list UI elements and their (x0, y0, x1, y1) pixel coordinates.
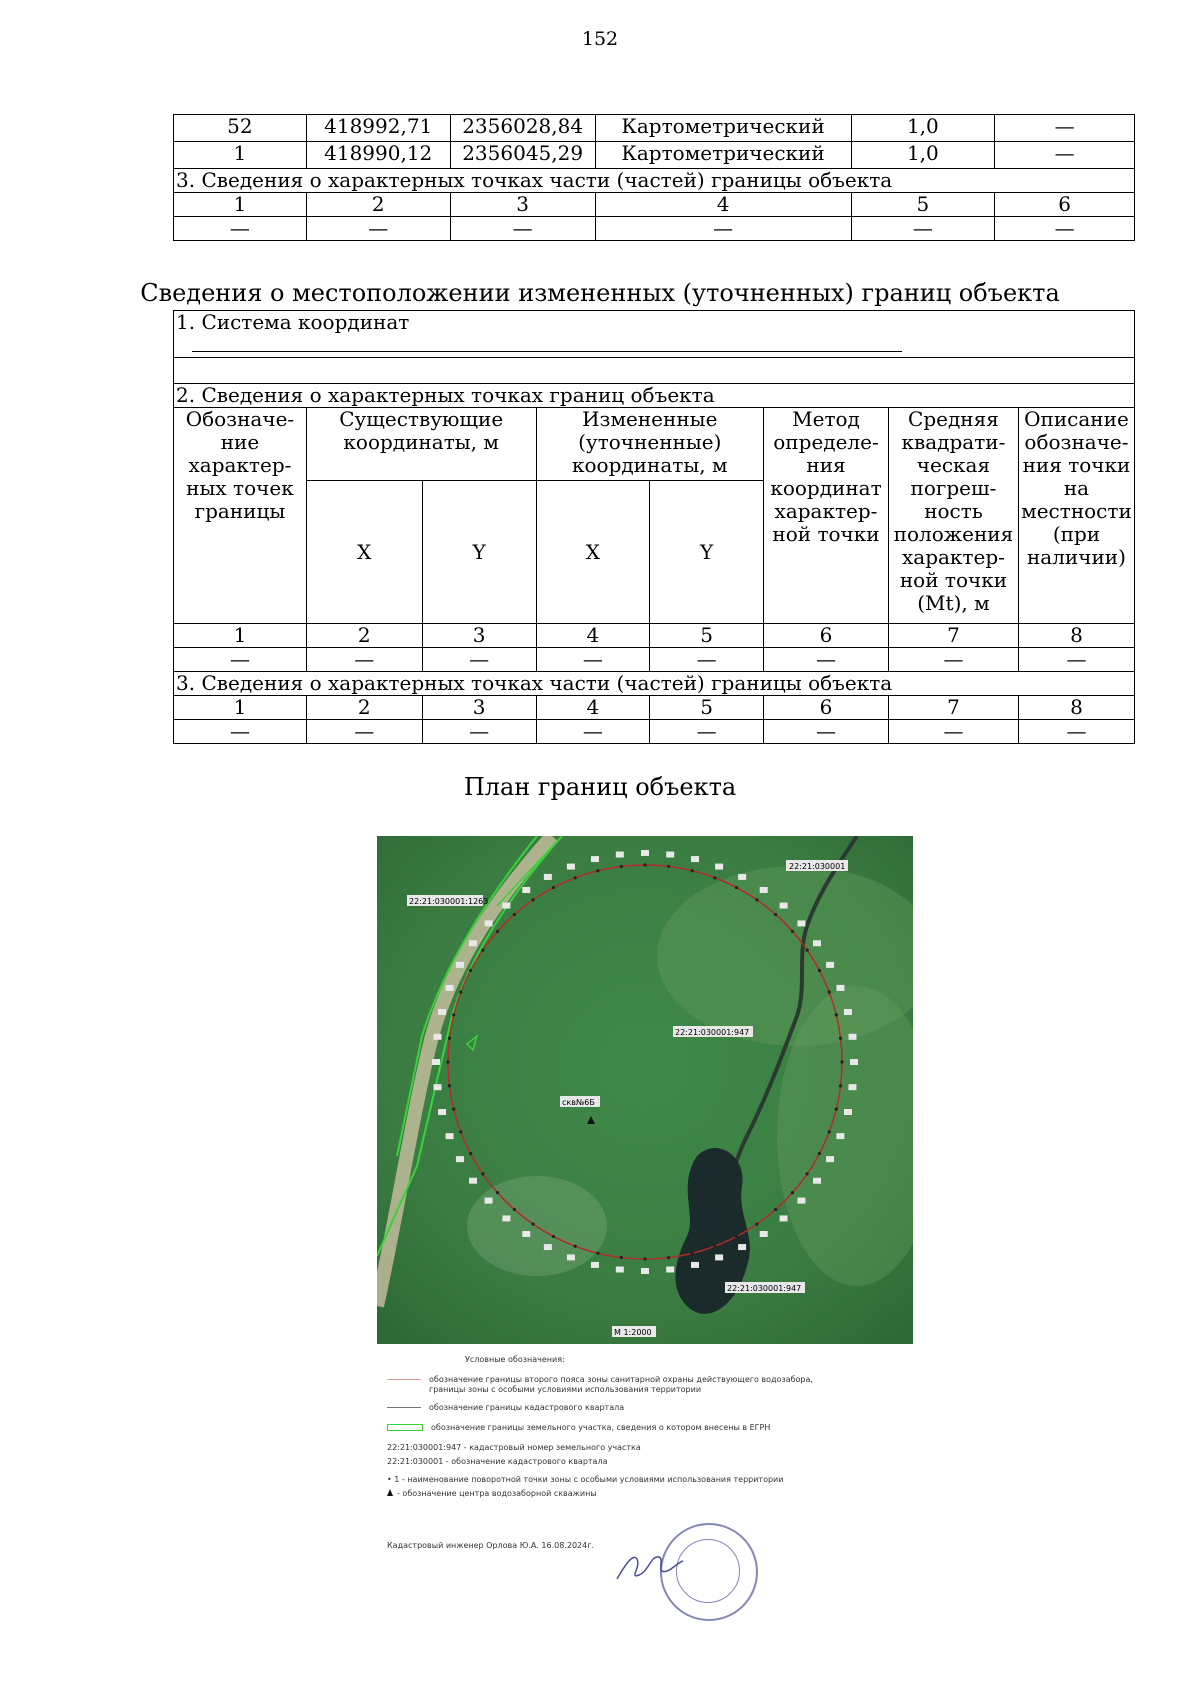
cell: — (174, 720, 307, 744)
turning-point (828, 1130, 831, 1133)
map-svg (377, 836, 913, 1344)
turning-point (713, 876, 716, 879)
column-number-row (174, 193, 1135, 217)
turning-point-label-box (485, 1198, 493, 1204)
turning-point (574, 876, 577, 879)
turning-point-label-box (438, 1009, 446, 1015)
turning-point (448, 1084, 451, 1087)
turning-point-label-box (502, 1215, 510, 1221)
turning-point (643, 863, 646, 866)
section-title-row (174, 169, 1135, 193)
cell: 3 (422, 696, 536, 720)
cell: — (536, 720, 650, 744)
turning-point-label-box (432, 1059, 440, 1065)
cell: 3 (422, 624, 536, 648)
coordinates-table-continued (173, 114, 1135, 241)
turning-point-label-box (616, 1266, 624, 1272)
cell: 6 (995, 193, 1135, 217)
cell: — (995, 115, 1135, 142)
turning-point-label-box (469, 1178, 477, 1184)
turning-point-label-box (760, 887, 768, 893)
well-center-icon (387, 1489, 393, 1496)
section-3-title: 3. Сведения о характерных точках части (частей) границы объекта (174, 672, 1135, 696)
turning-point-label-box (434, 1084, 442, 1090)
turning-point-label-box (456, 1156, 464, 1162)
turning-point (446, 1060, 449, 1063)
column-number-row (174, 696, 1135, 720)
coord-system-blank-line (192, 337, 902, 352)
legend-item (387, 1375, 813, 1384)
cell: — (650, 720, 764, 744)
blank-row (174, 358, 1135, 384)
cell: Картометрический (595, 142, 851, 169)
turning-point (531, 1223, 534, 1226)
turning-point (791, 1191, 794, 1194)
cell: 418990,12 (306, 142, 450, 169)
cell: — (174, 217, 307, 241)
header-point-designation: Обозначе- ние характер- ных точек границы (174, 408, 307, 624)
cell: 6 (764, 624, 889, 648)
turning-point (735, 886, 738, 889)
coord-system-label: 1. Система координат (176, 310, 410, 334)
turning-point (496, 930, 499, 933)
turning-point-label-box (813, 940, 821, 946)
turning-point-label-box (738, 874, 746, 880)
legend-text: границы зоны с особыми условиями использования территории (429, 1385, 702, 1394)
turning-point (735, 1235, 738, 1238)
turning-point-label-box (844, 1009, 852, 1015)
table-row (174, 142, 1135, 169)
handwritten-signature (615, 1545, 685, 1585)
cell: — (764, 648, 889, 672)
turning-point (459, 1130, 462, 1133)
turning-point-label-box (780, 903, 788, 909)
turning-point-label-box (522, 887, 530, 893)
section-heading-changed-boundaries: Сведения о местоположении измененных (уточненных) границ объекта (140, 279, 1060, 307)
turning-point (691, 1252, 694, 1255)
section-title-row (174, 384, 1135, 408)
turning-point-label-box (848, 1084, 856, 1090)
turning-point (713, 1245, 716, 1248)
turning-point (806, 1172, 809, 1175)
legend-zone-line (387, 1379, 421, 1380)
turning-point-label-box (434, 1034, 442, 1040)
legend-text: - обозначение центра водозаборной скважины (397, 1489, 597, 1498)
turning-point-label-box (836, 1133, 844, 1139)
turning-point-label-box (438, 1109, 446, 1115)
legend-item (387, 1489, 597, 1498)
header-changed-x: X (536, 481, 650, 624)
section-title-row (174, 672, 1135, 696)
turning-point (806, 948, 809, 951)
turning-point-label-box (760, 1231, 768, 1237)
cell: 5 (851, 193, 995, 217)
turning-point-label-box (591, 1262, 599, 1268)
cell: — (995, 142, 1135, 169)
section-2-title: 2. Сведения о характерных точках границ объекта (174, 384, 1135, 408)
cell: 4 (536, 696, 650, 720)
turning-point-label-box (738, 1244, 746, 1250)
cell: 7 (888, 624, 1018, 648)
turning-point (452, 1108, 455, 1111)
legend-item (387, 1423, 770, 1432)
cell: 5 (650, 696, 764, 720)
legend-text: • 1 - наименование поворотной точки зоны с особыми условиями использования территории (387, 1475, 784, 1484)
cell: 2356045,29 (450, 142, 595, 169)
header-existing-coordinates: Существующие координаты, м (306, 408, 536, 481)
cell: 2356028,84 (450, 115, 595, 142)
scale-label: М 1:2000 (614, 1328, 652, 1337)
plan-heading: План границ объекта (463, 773, 737, 801)
turning-point-label-box (446, 985, 454, 991)
cell: — (536, 648, 650, 672)
turning-point-label-box (691, 1262, 699, 1268)
turning-point (513, 1208, 516, 1211)
turning-point (839, 1084, 842, 1087)
turning-point-label-box (780, 1215, 788, 1221)
turning-point (481, 948, 484, 951)
cell: — (1018, 720, 1134, 744)
cell: 1,0 (851, 115, 995, 142)
table-row (174, 115, 1135, 142)
cell: 1 (174, 696, 307, 720)
turning-point (667, 865, 670, 868)
section-3-title: 3. Сведения о характерных точках части (частей) границы объекта (174, 169, 1135, 193)
column-number-row (174, 624, 1135, 648)
changed-boundaries-table (173, 310, 1135, 744)
turning-point (774, 913, 777, 916)
cell: 2 (306, 696, 422, 720)
turning-point (496, 1191, 499, 1194)
quarter-label: 22:21:030001 (789, 862, 846, 871)
coord-system-cell (174, 311, 1135, 358)
turning-point (481, 1172, 484, 1175)
header-changed-y: Y (650, 481, 764, 624)
turning-point (835, 1013, 838, 1016)
cell: 8 (1018, 624, 1134, 648)
turning-point (459, 991, 462, 994)
cell: 1 (174, 142, 307, 169)
cell: 4 (595, 193, 851, 217)
cell: — (422, 648, 536, 672)
turning-point (839, 1037, 842, 1040)
cell: — (650, 648, 764, 672)
table-row (174, 648, 1135, 672)
table-row (174, 217, 1135, 241)
turning-point (643, 1257, 646, 1260)
turning-point (755, 1223, 758, 1226)
cell: — (764, 720, 889, 744)
turning-point-label-box (836, 985, 844, 991)
turning-point (448, 1037, 451, 1040)
turning-point-label-box (826, 1156, 834, 1162)
turning-point (667, 1256, 670, 1259)
header-changed-coordinates: Измененные (уточненные) координаты, м (536, 408, 764, 481)
legend-text: 22:21:030001:947 - кадастровый номер земельного участка (387, 1443, 641, 1452)
turning-point (552, 1235, 555, 1238)
turning-point-label-box (715, 1254, 723, 1260)
cell: — (995, 217, 1135, 241)
cell: 3 (450, 193, 595, 217)
seal-inner-ring (676, 1539, 740, 1603)
turning-point-label-box (826, 962, 834, 968)
turning-point-label-box (797, 920, 805, 926)
turning-point (835, 1108, 838, 1111)
turning-point (791, 930, 794, 933)
turning-point-label-box (544, 1244, 552, 1250)
turning-point-label-box (797, 1198, 805, 1204)
cell: Картометрический (595, 115, 851, 142)
parcel-bottom-label: 22:21:030001:947 (727, 1284, 802, 1293)
turning-point-label-box (850, 1059, 858, 1065)
turning-point (452, 1013, 455, 1016)
cell: 4 (536, 624, 650, 648)
turning-point (469, 969, 472, 972)
cell: 1 (174, 624, 307, 648)
parcel-center-label: 22:21:030001:947 (675, 1028, 750, 1037)
cell: — (450, 217, 595, 241)
cell: 1,0 (851, 142, 995, 169)
header-point-description: Описание обозначе- ния точки на местности (при наличии) (1018, 408, 1134, 624)
legend-parcel-box (387, 1424, 423, 1431)
turning-point-label-box (616, 852, 624, 858)
turning-point (818, 969, 821, 972)
turning-point-label-box (456, 962, 464, 968)
turning-point-label-box (844, 1109, 852, 1115)
turning-point-label-box (485, 920, 493, 926)
turning-point (596, 869, 599, 872)
legend-text: 22:21:030001 - обозначение кадастрового квартала (387, 1457, 608, 1466)
turning-point-label-box (567, 1254, 575, 1260)
well-label: скв№6Б (562, 1098, 595, 1107)
turning-point (774, 1208, 777, 1211)
turning-point-label-box (848, 1034, 856, 1040)
legend-title: Условные обозначения: (465, 1355, 565, 1364)
cell: — (595, 217, 851, 241)
cell: 418992,71 (306, 115, 450, 142)
turning-point-label-box (641, 850, 649, 856)
turning-point-label-box (522, 1231, 530, 1237)
boundary-plan-map (377, 836, 913, 1344)
turning-point (828, 991, 831, 994)
turning-point-label-box (446, 1133, 454, 1139)
header-existing-x: X (306, 481, 422, 624)
turning-point (620, 1256, 623, 1259)
legend-item (387, 1403, 624, 1412)
turning-point-label-box (641, 1268, 649, 1274)
cell: — (888, 720, 1018, 744)
turning-point-label-box (544, 874, 552, 880)
legend-text: обозначение границы второго пояса зоны санитарной охраны действующего водозабора, (429, 1375, 813, 1384)
engineer-signature-line: Кадастровый инженер Орлова Ю.А. 16.08.2024г. (387, 1541, 594, 1550)
turning-point-label-box (502, 903, 510, 909)
table-row (174, 720, 1135, 744)
cell: — (888, 648, 1018, 672)
turning-point-label-box (469, 940, 477, 946)
turning-point-label-box (591, 856, 599, 862)
cell: 2 (306, 624, 422, 648)
turning-point (596, 1252, 599, 1255)
cell: 2 (306, 193, 450, 217)
cell: — (174, 648, 307, 672)
cell: — (422, 720, 536, 744)
cell: — (306, 648, 422, 672)
turning-point (513, 913, 516, 916)
turning-point (469, 1152, 472, 1155)
turning-point-label-box (813, 1178, 821, 1184)
legend-quarter-line (387, 1407, 421, 1408)
cell: 6 (764, 696, 889, 720)
turning-point (552, 886, 555, 889)
header-existing-y: Y (422, 481, 536, 624)
coord-system-row (174, 311, 1135, 358)
cell: — (1018, 648, 1134, 672)
turning-point (840, 1060, 843, 1063)
turning-point-label-box (666, 852, 674, 858)
cell: 7 (888, 696, 1018, 720)
turning-point (818, 1152, 821, 1155)
turning-point-label-box (691, 856, 699, 862)
cell: — (306, 720, 422, 744)
header-method: Метод определе- ния координат характер- ной точки (764, 408, 889, 624)
legend-text: обозначение границы земельного участка, сведения о котором внесены в ЕГРН (431, 1423, 771, 1432)
turning-point (755, 898, 758, 901)
legend-text: обозначение границы кадастрового квартала (429, 1403, 625, 1412)
cell: 52 (174, 115, 307, 142)
cell: 8 (1018, 696, 1134, 720)
turning-point-label-box (567, 864, 575, 870)
turning-point (531, 898, 534, 901)
turning-point-label-box (666, 1266, 674, 1272)
cell: 5 (650, 624, 764, 648)
cell: 1 (174, 193, 307, 217)
header-row (174, 408, 1135, 481)
turning-point (691, 869, 694, 872)
page-number: 152 (581, 28, 619, 50)
turning-point (574, 1245, 577, 1248)
parcel-left-label: 22:21:030001:1263 (409, 897, 489, 906)
cell: — (851, 217, 995, 241)
header-mean-square-error: Средняя квадрати- ческая погреш- ность положения характер- ной точки (Mt), м (888, 408, 1018, 624)
cell (174, 358, 1135, 384)
cell: — (306, 217, 450, 241)
turning-point (620, 865, 623, 868)
turning-point-label-box (715, 864, 723, 870)
